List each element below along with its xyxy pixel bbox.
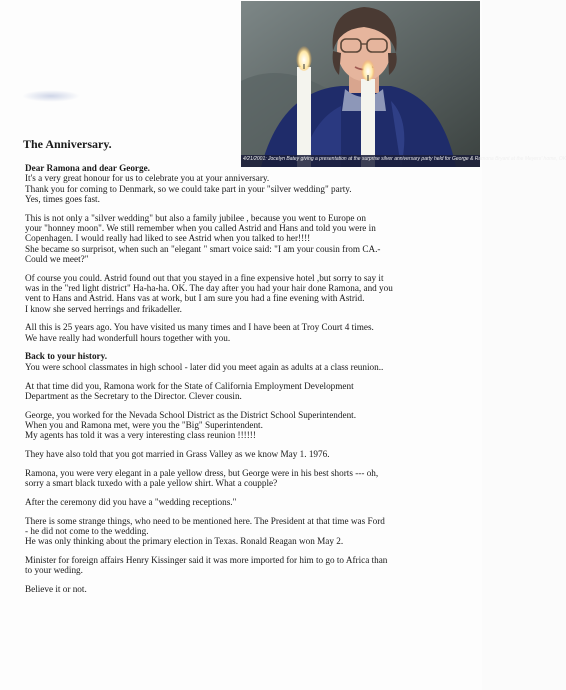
text-line: At that time did you, Ramona work for the State of California Employment Development <box>25 380 354 391</box>
text-line: We have really had wonderfull hours together with you. <box>25 332 231 343</box>
text-line: Thank you for coming to Denmark, so we could take part in your "silver wedding" party. <box>25 183 352 194</box>
text-line: After the ceremony did you have a "wedding receptions." <box>25 496 237 507</box>
section-heading: Back to your history. <box>25 351 108 362</box>
text-line: Minister for foreign affairs Henry Kissinger said it was more imported for him to go to Africa than <box>25 555 388 566</box>
salutation: Dear Ramona and dear George. <box>25 163 150 173</box>
text-line: You were school classmates in high school - later did you meet again as adults at a class reunion.. <box>25 361 384 372</box>
anniversary-photo <box>241 1 566 167</box>
paragraph <box>25 410 473 441</box>
paragraph <box>25 173 473 204</box>
text-line: Ramona, you were very elegant in a pale yellow dress, but George were in his best shorts --- oh, <box>25 467 379 478</box>
paragraph <box>25 555 473 576</box>
text-line: I know she served herrings and frikadeller. <box>25 303 182 314</box>
text-line: sorry a smart black tuxedo with a pale yellow shirt. What a coupple? <box>25 478 278 489</box>
paragraph <box>25 497 473 507</box>
text-line: your "honney moon". We still remember when you called Astrid and Hans and told you were in <box>25 222 376 233</box>
paragraph <box>25 322 473 343</box>
paragraph <box>25 449 473 459</box>
paragraph <box>25 516 473 547</box>
text-line: was in the "red light district" Ha-ha-ha. OK. The day after you had your hair done Ramona, and you <box>25 282 393 293</box>
paragraph <box>25 213 473 264</box>
text-line: - he did not come to the wedding. <box>25 526 149 537</box>
text-line: She became so surprisot, when such an "elegant " smart voice said: "I am your cousin from CA.- <box>25 243 381 254</box>
letter-body <box>25 163 473 603</box>
paragraph <box>25 381 473 402</box>
text-line: He was only thinking about the primary election in Texas. Ronald Reagan won May 2. <box>25 536 344 547</box>
text-line: My agents has told it was a very interesting class reunion !!!!!! <box>25 430 256 441</box>
text-line: They have also told that you got married in Grass Valley as we know May 1. 1976. <box>25 449 330 460</box>
text-line: George, you worked for the Nevada School District as the District School Superintendent. <box>25 409 357 420</box>
paragraph <box>25 362 473 372</box>
letter-title: The Anniversary. <box>23 137 112 151</box>
text-line: Department as the Secretary to the Director. Clever cousin. <box>25 390 242 401</box>
paragraph <box>25 584 473 594</box>
text-line: When you and Ramona met, were you the "Big" Superintendent. <box>25 419 263 430</box>
ink-smudge <box>22 90 80 102</box>
text-line: Copenhagen. I would really had liked to see Astrid when you talked to her!!!! <box>25 233 311 244</box>
text-line: It's a very great honour for us to celebrate you at your anniversary. <box>25 173 270 184</box>
text-line: Of course you could. Astrid found out that you stayed in a fine expensive hotel ,but sorry to say it <box>25 272 384 283</box>
paragraph <box>25 273 473 314</box>
text-line: Yes, times goes fast. <box>25 193 100 204</box>
text-line: This is not only a "silver wedding" but also a family jubilee , because you went to Europe on <box>25 212 366 223</box>
text-line: All this is 25 years ago. You have visited us many times and I have been at Troy Court 4 times. <box>25 322 374 333</box>
text-line: vent to Hans and Astrid. Hans vas at work, but I am sure you had a fine evening with Astrid. <box>25 293 365 304</box>
photo-caption: 4/21/2001: Jocelyn Batey giving a presentation at the surprise silver anniversary party held for George & Ramona Bryant at the Meyers' home, OK <box>243 156 566 162</box>
paragraph <box>25 468 473 489</box>
photo-image <box>241 1 566 167</box>
text-line: Believe it or not. <box>25 584 87 595</box>
text-line: Could we meet?" <box>25 253 89 264</box>
text-line: There is some strange things, who need to be mentioned here. The President at that time was Ford <box>25 515 385 526</box>
text-line: to your weding. <box>25 565 83 576</box>
